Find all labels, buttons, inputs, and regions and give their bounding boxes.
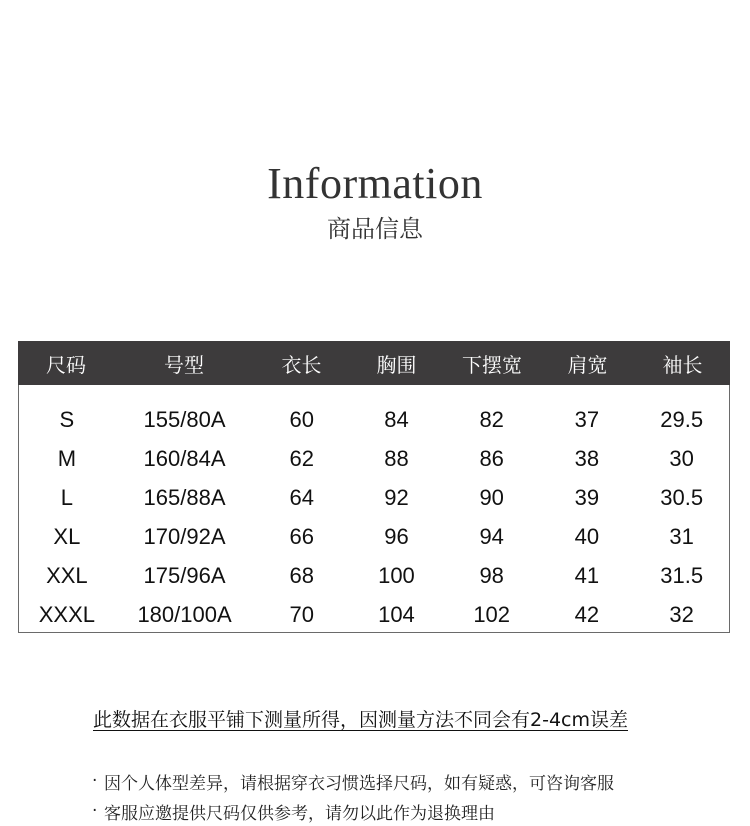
table-cell: L — [60, 484, 73, 510]
table-cell: 180/100A — [137, 601, 232, 627]
table-cell: 160/84A — [143, 445, 226, 471]
table-row — [19, 400, 729, 439]
table-cell: XXXL — [38, 601, 95, 627]
table-row — [19, 556, 729, 595]
table-cell: 68 — [289, 562, 314, 588]
table-cell: 92 — [384, 484, 409, 510]
table-cell: S — [59, 406, 75, 432]
table-cell: 31 — [669, 523, 694, 549]
table-row — [19, 478, 729, 517]
table-header — [18, 341, 730, 385]
table-cell: 86 — [479, 445, 504, 471]
column-header-chest: 胸围 — [376, 352, 417, 377]
table-cell: 41 — [574, 562, 600, 588]
table-cell: 64 — [289, 484, 314, 510]
table-body — [19, 385, 729, 634]
table-cell: 165/88A — [143, 484, 226, 510]
table-cell: 104 — [378, 601, 415, 627]
table-cell: 70 — [289, 601, 314, 627]
table-cell: 170/92A — [143, 523, 226, 549]
table-row — [19, 517, 729, 556]
table-cell: 84 — [384, 406, 409, 432]
bullet-dot: · — [92, 771, 98, 791]
note-text: 因个人体型差异，请根据穿衣习惯选择尺码，如有疑惑，可咨询客服 — [104, 773, 614, 794]
column-header-fit: 号型 — [164, 352, 204, 377]
column-header-hem: 下摆宽 — [462, 352, 522, 377]
table-cell: 32 — [669, 601, 694, 627]
size-table — [18, 341, 730, 633]
table-cell: 62 — [289, 445, 314, 471]
list-item — [92, 796, 614, 826]
table-cell: XXL — [46, 562, 88, 588]
table-cell: 82 — [479, 406, 504, 432]
table-cell: 94 — [479, 523, 504, 549]
page-subtitle: 商品信息 — [327, 215, 423, 243]
table-cell: 30.5 — [660, 484, 704, 510]
table-cell: 98 — [479, 562, 504, 588]
table-cell: 100 — [378, 562, 415, 588]
note-text: 客服应邀提供尺码仅供参考，请勿以此作为退换理由 — [104, 803, 495, 824]
table-cell: 102 — [473, 601, 511, 627]
column-header-size: 尺码 — [46, 352, 86, 377]
table-cell: 37 — [574, 406, 600, 432]
list-item — [92, 766, 614, 796]
table-cell: 29.5 — [660, 406, 704, 432]
table-row — [19, 439, 729, 478]
table-cell: 30 — [669, 445, 694, 471]
table-cell: XL — [53, 523, 81, 549]
notes-list — [92, 766, 614, 826]
table-cell: M — [57, 445, 77, 471]
table-cell: 38 — [574, 445, 600, 471]
column-header-length: 衣长 — [281, 352, 322, 377]
table-cell: 40 — [574, 523, 600, 549]
column-header-shoulder: 肩宽 — [567, 352, 608, 377]
table-cell: 90 — [479, 484, 504, 510]
bullet-dot: · — [92, 801, 98, 821]
table-cell: 96 — [384, 523, 409, 549]
page-title: Information — [267, 159, 483, 208]
table-cell: 175/96A — [143, 562, 226, 588]
table-cell: 66 — [289, 523, 314, 549]
table-cell: 31.5 — [660, 562, 704, 588]
table-cell: 88 — [384, 445, 409, 471]
table-cell: 39 — [574, 484, 600, 510]
measurement-note: 此数据在衣服平铺下测量所得，因测量方法不同会有2-4cm误差 — [93, 709, 628, 731]
table-cell: 42 — [574, 601, 600, 627]
column-header-sleeve: 袖长 — [662, 352, 703, 377]
table-cell: 60 — [289, 406, 314, 432]
table-row — [19, 595, 729, 634]
table-cell: 155/80A — [143, 406, 226, 432]
